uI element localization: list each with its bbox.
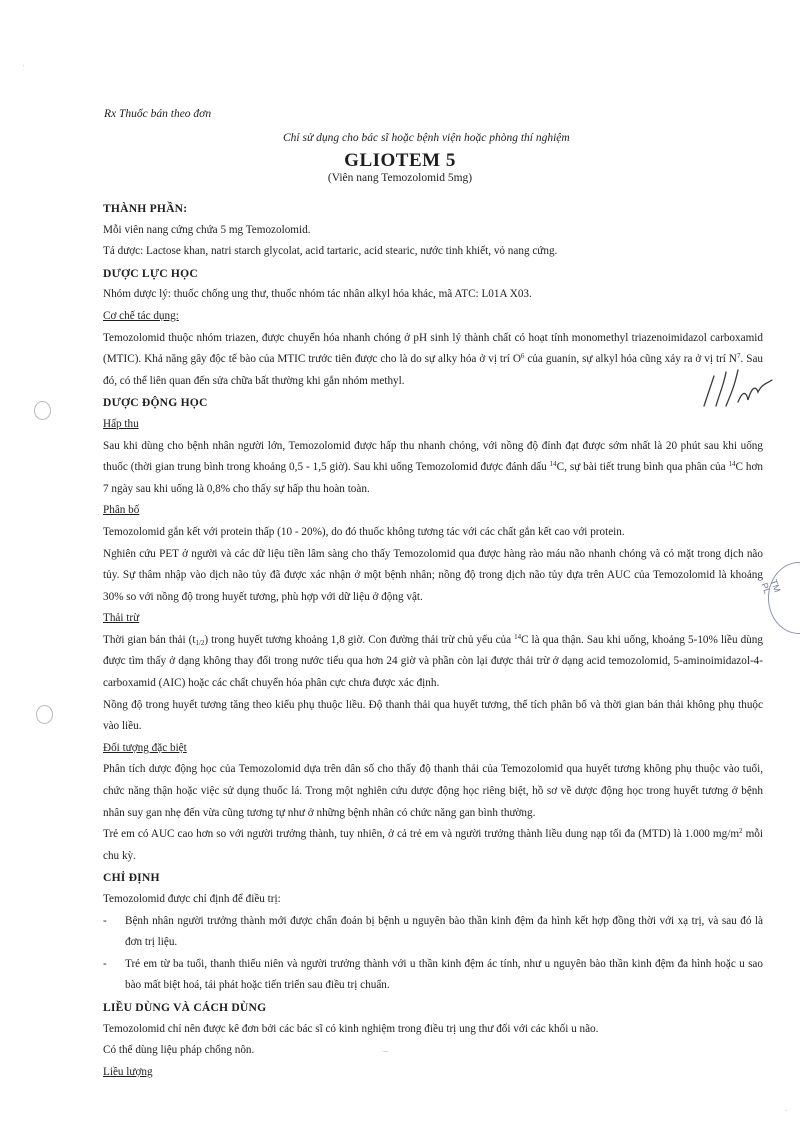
scan-speck: · <box>785 1105 789 1116</box>
absorption-subheading: Hấp thu <box>103 417 139 430</box>
distribution-text-2: Nghiên cứu PET ở người và các dữ liệu tiền lâm sàng cho thấy Temozolomid qua được hàng rào máu não nhanh chóng và có mặt trong dịch não tủy. Sự thâm nhập vào dịch não tủy đã được xác nhận ở một bệnh nhân; nồng độ trong dịch não tủy dựa trên AUC của Temozolomid là khoảng 30% so với nồng độ trong huyết tương, phù hợp với dữ liệu ở động vật. <box>103 547 763 603</box>
punch-hole-icon <box>34 401 51 420</box>
dose-subheading: Liều lượng <box>103 1065 153 1078</box>
special-populations-text-1: Phân tích dược động học của Temozolomid dựa trên dân số cho thấy độ thanh thải của Temozolomid qua huyết tương không phụ thuộc vào tuổi, chức năng thận hoặc việc sử dụng thuốc lá. Trong một nghiên cứu dược động học riêng biệt, hồ sơ về dược động học trong huyết tương ở bệnh nhân suy gan nhẹ đến vừa cũng tương tự như ở những bệnh nhân có chức năng gan bình thường. <box>103 763 763 819</box>
pharmacodynamics-heading: DƯỢC LỰC HỌC <box>103 266 198 280</box>
absorption-text: Sau khi dùng cho bệnh nhân người lớn, Temozolomid được hấp thu nhanh chóng, với nồng độ đỉnh đạt được sớm nhất là 20 phút sau khi uống thuốc (thời gian trung bình trong khoảng 0,5 - 1,5 giờ). Sau khi uống Temozolomid được đánh dấu $^{14}$C, sự bài tiết trung bình qua phân của $^{14}$C hơn 7 ngày sau khi uống là 0,8% cho thấy sự hấp thu hoàn toàn. <box>103 439 763 495</box>
elimination-subheading: Thải trừ <box>103 612 140 625</box>
dosage-heading: LIỀU DÙNG VÀ CÁCH DÙNG <box>103 1000 267 1014</box>
indications-intro: Temozolomid được chỉ định để điều trị: <box>103 893 281 905</box>
distribution-subheading: Phân bố <box>103 504 140 517</box>
product-subtitle: (Viên nang Temozolomid 5mg) <box>327 172 473 184</box>
excipients-text: Tá dược: Lactose khan, natri starch glycolat, acid tartaric, acid stearic, nước tinh khiết, vỏ nang cứng. <box>103 245 558 258</box>
scan-speck: – <box>383 1046 389 1057</box>
pharmacologic-group-text: Nhóm dược lý: thuốc chống ung thư, thuốc nhóm tác nhân alkyl hóa khác, mã ATC: L01A X03. <box>103 288 532 301</box>
mechanism-subheading: Cơ chế tác dụng: <box>103 309 179 322</box>
list-item: - Trẻ em từ ba tuổi, thanh thiếu niên và người trưởng thành với u thần kinh đệm ác tính, như u nguyên bào thần kinh đệm đa hình hoặc u sao bào mất biệt hoá, tái phát hoặc tiến triển sau điều trị chuẩn. <box>103 957 763 992</box>
composition-heading: THÀNH PHẦN: <box>103 202 188 215</box>
dosage-text-1: Temozolomid chỉ nên được kê đơn bởi các bác sĩ có kinh nghiệm trong điều trị ung thư đối với các khối u não. <box>103 1022 599 1035</box>
indications-heading: CHỈ ĐỊNH <box>103 871 160 885</box>
special-populations-subheading: Đối tượng đặc biệt <box>103 741 187 754</box>
mechanism-text: Temozolomid thuộc nhóm triazen, được chuyển hóa nhanh chóng ở pH sinh lý thành chất có hoạt tính monomethyl triazenoimidazol carboxamid (MTIC). Khả năng gây độc tế bào của MTIC trước tiên được cho là do sự alky hóa ở vị trí $O^6$ của guanin, sự alkyl hóa cũng xảy ra ở vị trí $N^7$. Sau đó, có thể liên quan đến sửa chữa bất thường khi gắn nhóm methyl. <box>103 331 763 387</box>
distribution-text-1: Temozolomid gắn kết với protein thấp (10 - 20%), do đó thuốc không tương tác với các chất gắn kết cao với protein. <box>103 525 625 538</box>
prescription-note: Rx Thuốc bán theo đơn <box>104 108 212 120</box>
list-item: - Bệnh nhân người trưởng thành mới được chẩn đoán bị bệnh u nguyên bào thần kinh đệm đa hình kết hợp đồng thời với xạ trị, và sau đó là đơn trị liệu. <box>103 914 763 949</box>
product-title: GLIOTEM 5 <box>344 150 456 171</box>
usage-restriction: Chỉ sử dụng cho bác sĩ hoặc bệnh viện hoặc phòng thí nghiệm <box>283 132 570 144</box>
scan-speck: · <box>22 60 26 71</box>
special-populations-text-2: Trẻ em có AUC cao hơn so với người trưởng thành, tuy nhiên, ở cả trẻ em và người trưởng thành liều dung nạp tối đa (MTD) là 1.000 $mg/m^2$ mỗi chu kỳ. <box>103 827 763 862</box>
composition-text: Mỗi viên nang cứng chứa 5 mg Temozolomid. <box>103 223 311 236</box>
punch-hole-icon <box>36 705 53 724</box>
elimination-text-1: Thời gian bán thải $(t_{1/2})$ trong huyết tương khoảng 1,8 giờ. Con đường thải trừ chủ yếu của $^{14}$C là qua thận. Sau khi uống, khoảng 5-10% liều dùng được tìm thấy ở dạng không thay đổi trong nước tiểu qua hơn 24 giờ và phần còn lại được thải trừ ở dạng acid temozolomid, 5-aminoimidazol-4-carboxamid (AIC) hoặc các chất chuyển hóa phân cực chưa được xác định. <box>103 632 763 690</box>
stamp-seal-text: TM PL <box>759 578 783 596</box>
pharmacokinetics-heading: DƯỢC ĐỘNG HỌC <box>103 396 208 410</box>
elimination-text-2: Nồng độ trong huyết tương tăng theo kiểu phụ thuộc liều. Độ thanh thải qua huyết tương, thể tích phân bố và thời gian bán thải không phụ thuộc vào liều. <box>103 698 763 733</box>
document-body <box>103 198 763 1083</box>
dosage-text-2: Có thể dùng liệu pháp chống nôn. <box>103 1044 255 1057</box>
